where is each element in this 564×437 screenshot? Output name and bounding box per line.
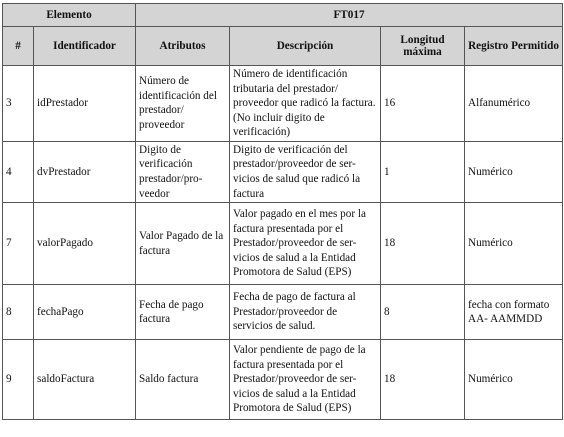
cell-identificador: dvPrestador: [34, 141, 136, 202]
document-page: [2, 3, 562, 420]
col-header-descripcion: Descripción: [230, 27, 381, 66]
col-header-atributos: Atributos: [136, 27, 230, 66]
cell-atributos: Saldo factura: [136, 340, 230, 420]
table-row: [3, 203, 563, 285]
cell-identificador: valorPagado: [34, 203, 136, 285]
group-header-row: [3, 4, 563, 27]
cell-longitud: 18: [381, 340, 465, 420]
cell-atributos: Valor Pagado de la factura: [136, 203, 230, 285]
cell-longitud: 16: [381, 66, 465, 142]
cell-registro: Alfanumérico: [465, 66, 563, 142]
field-specification-table: [2, 3, 563, 420]
cell-number: 7: [3, 203, 34, 285]
cell-descripcion: Valor pagado en el mes por la factura presentada por el Prestador/proveedor de ser- vicios de salud a la Entidad Promotora de Salud (EPS): [230, 203, 381, 285]
cell-descripcion: Digito de verificación del prestador/proveedor de ser- vicios de salud que radicó la factura: [230, 141, 381, 202]
cell-longitud: 8: [381, 285, 465, 340]
cell-longitud: 18: [381, 203, 465, 285]
cell-registro: Numérico: [465, 141, 563, 202]
cell-atributos: Digito de verificación prestador/pro- veedor: [136, 141, 230, 202]
header-form-code: FT017: [136, 4, 563, 27]
cell-longitud: 1: [381, 141, 465, 202]
cell-identificador: fechaPago: [34, 285, 136, 340]
col-header-identificador: Identificador: [34, 27, 136, 66]
cell-identificador: saldoFactura: [34, 340, 136, 420]
cell-registro: Numérico: [465, 340, 563, 420]
cell-identificador: idPrestador: [34, 66, 136, 142]
cell-number: 4: [3, 141, 34, 202]
cell-atributos: Fecha de pago factura: [136, 285, 230, 340]
column-header-row: [3, 27, 563, 66]
cell-atributos: Número de identificación del prestador/ proveedor: [136, 66, 230, 142]
cell-number: 3: [3, 66, 34, 142]
table-row: [3, 141, 563, 202]
cell-descripcion: Número de identificación tributaria del prestador/ proveedor que radicó la factura. (No incluir digito de verificación): [230, 66, 381, 142]
cell-descripcion: Valor pendiente de pago de la factura presentada por el Prestador/proveedor de ser- vicios de salud a la Entidad Promotora de Salud (EPS): [230, 340, 381, 420]
cell-number: 8: [3, 285, 34, 340]
col-header-number: #: [3, 27, 34, 66]
col-header-longitud: Longitud máxima: [381, 27, 465, 66]
cell-descripcion: Fecha de pago de factura al Prestador/proveedor de servicios de salud.: [230, 285, 381, 340]
table-row: [3, 66, 563, 142]
cell-registro: Numérico: [465, 203, 563, 285]
header-elemento: Elemento: [3, 4, 136, 27]
table-row: [3, 340, 563, 420]
cell-registro: fecha con formato AA- AAMMDD: [465, 285, 563, 340]
table-row: [3, 285, 563, 340]
col-header-registro: Registro Permitido: [465, 27, 563, 66]
cell-number: 9: [3, 340, 34, 420]
